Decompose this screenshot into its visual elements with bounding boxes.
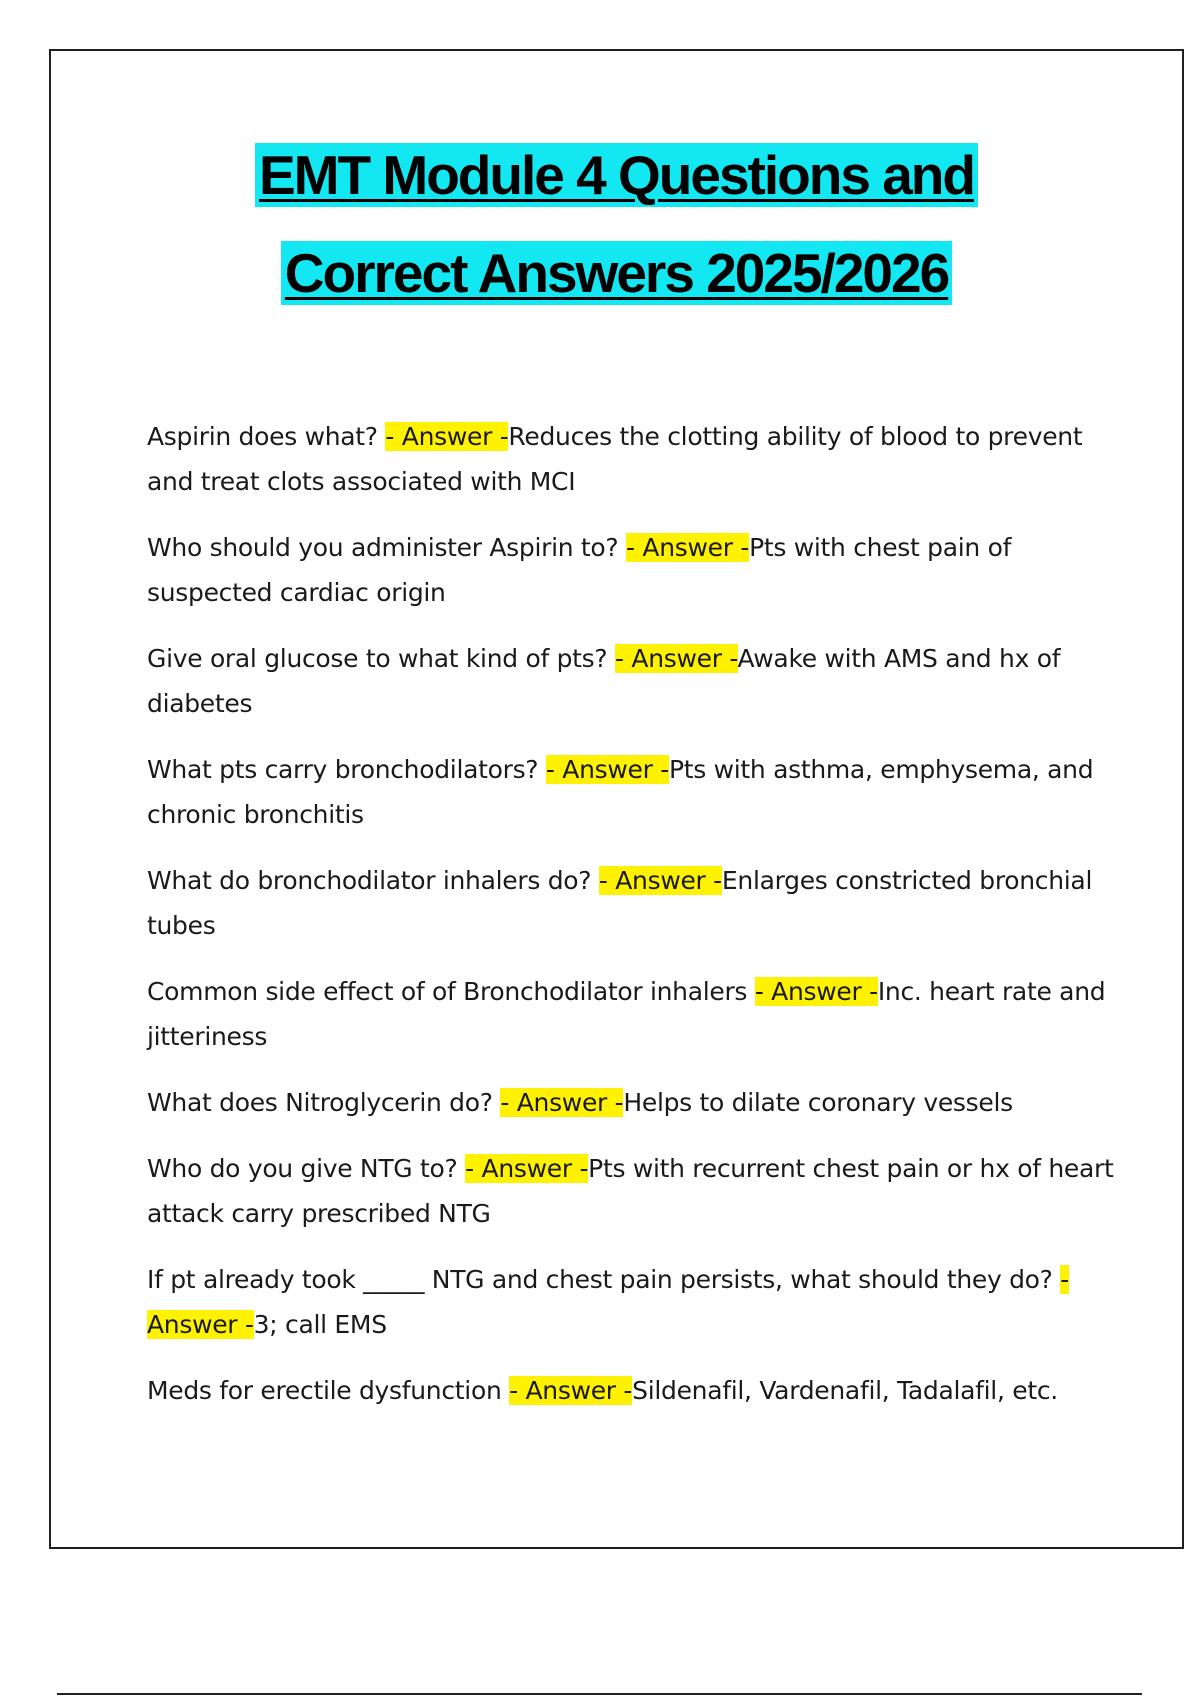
qa-item — [147, 1146, 1117, 1236]
title-line-1: EMT Module 4 Questions and — [255, 143, 978, 207]
answer-marker: - Answer - — [500, 1088, 624, 1117]
answer-marker: - Answer - — [754, 977, 878, 1006]
answer-text: Sildenafil, Vardenafil, Tadalafil, etc. — [632, 1376, 1058, 1405]
question-text: What pts carry bronchodilators? — [147, 755, 546, 784]
qa-item — [147, 1257, 1117, 1347]
question-text: Aspirin does what? — [147, 422, 386, 451]
question-text: Give oral glucose to what kind of pts? — [147, 644, 616, 673]
question-text: Who do you give NTG to? — [147, 1154, 466, 1183]
answer-text: Enlarges constricted bronchial tubes — [147, 866, 1093, 940]
answer-marker: - Answer - — [385, 422, 509, 451]
answer-text: Pts with chest pain of suspected cardiac origin — [147, 533, 1012, 607]
document-title — [51, 143, 1182, 305]
answer-marker: - Answer - — [545, 755, 669, 784]
qa-item — [147, 414, 1117, 504]
title-line-2: Correct Answers 2025/2026 — [281, 241, 952, 305]
qa-item — [147, 969, 1117, 1059]
answer-text: Helps to dilate coronary vessels — [623, 1088, 1013, 1117]
qa-item — [147, 1368, 1117, 1413]
question-text: What does Nitroglycerin do? — [147, 1088, 501, 1117]
qa-item — [147, 858, 1117, 948]
question-text: If pt already took _____ NTG and chest pain persists, what should they do? — [147, 1265, 1061, 1294]
answer-text: Inc. heart rate and jitteriness — [147, 977, 1106, 1051]
question-text: Who should you administer Aspirin to? — [147, 533, 627, 562]
answer-text: Pts with recurrent chest pain or hx of heart attack carry prescribed NTG — [147, 1154, 1114, 1228]
answer-marker: - Answer - — [509, 1376, 633, 1405]
document-page-frame — [49, 49, 1184, 1549]
bottom-divider — [57, 1693, 1142, 1695]
answer-text: 3; call EMS — [253, 1310, 387, 1339]
answer-marker: - Answer - — [147, 1265, 1070, 1339]
question-text: Meds for erectile dysfunction — [147, 1376, 510, 1405]
answer-text: Pts with asthma, emphysema, and chronic bronchitis — [147, 755, 1094, 829]
answer-marker: - Answer - — [465, 1154, 589, 1183]
qa-item — [147, 747, 1117, 837]
answer-marker: - Answer - — [615, 644, 738, 673]
answer-marker: - Answer - — [626, 533, 750, 562]
answer-text: Awake with AMS and hx of diabetes — [147, 644, 1061, 718]
qa-item — [147, 1080, 1117, 1125]
question-text: What do bronchodilator inhalers do? — [147, 866, 599, 895]
qa-item — [147, 525, 1117, 615]
qa-item — [147, 636, 1117, 726]
question-text: Common side effect of of Bronchodilator inhalers — [147, 977, 755, 1006]
qa-list — [147, 414, 1117, 1434]
answer-text: Reduces the clotting ability of blood to prevent and treat clots associated with MCI — [147, 422, 1083, 496]
answer-marker: - Answer - — [598, 866, 722, 895]
